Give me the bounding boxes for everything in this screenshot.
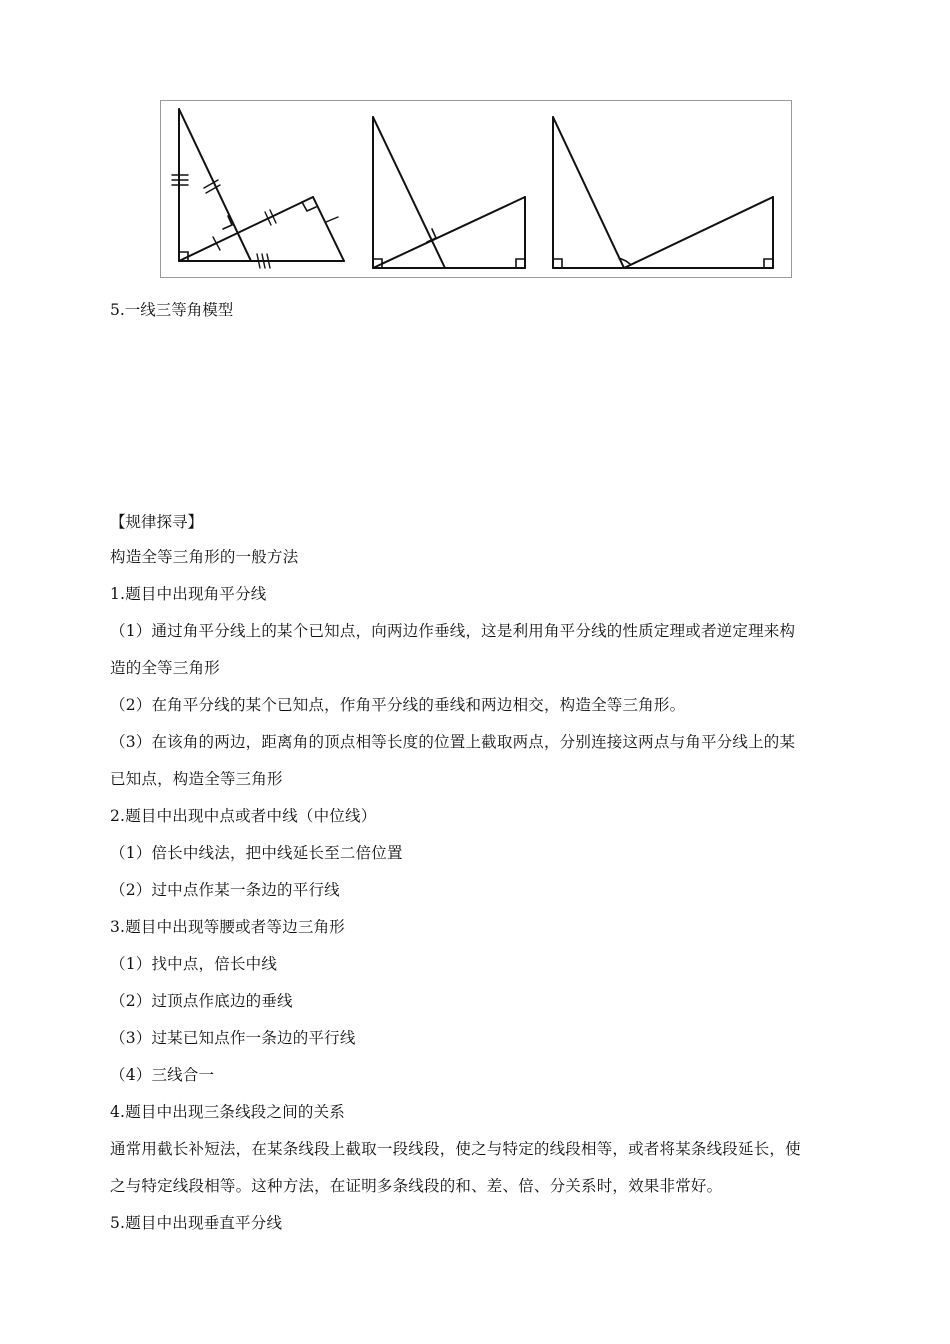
- diagram-1: [172, 109, 344, 268]
- diagram-3: [553, 117, 773, 268]
- list-item: （2）过中点作某一条边的平行线: [110, 881, 340, 899]
- intro-line: 构造全等三角形的一般方法: [110, 548, 299, 566]
- list-item: 已知点，构造全等三角形: [110, 770, 283, 788]
- section-title: 【规律探寻】: [110, 513, 204, 531]
- list-item: 5.题目中出现垂直平分线: [110, 1214, 283, 1232]
- list-item: （3）过某已知点作一条边的平行线: [110, 1029, 356, 1047]
- list-item: （4）三线合一: [110, 1066, 215, 1084]
- list-item: （1）通过角平分线上的某个已知点，向两边作垂线，这是利用角平分线的性质定理或者逆定理来构: [110, 622, 796, 640]
- diagram-2: [373, 117, 525, 268]
- list-item: （2）在角平分线的某个已知点，作角平分线的垂线和两边相交，构造全等三角形。: [110, 696, 686, 714]
- list-item: 4.题目中出现三条线段之间的关系: [110, 1103, 345, 1121]
- list-item: 通常用截长补短法，在某条线段上截取一段线段，使之与特定的线段相等，或者将某条线段延长，使: [110, 1140, 801, 1158]
- list-item: 2.题目中出现中点或者中线（中位线）: [110, 807, 377, 825]
- model-heading: 5.一线三等角模型: [110, 301, 234, 319]
- list-item: （3）在该角的两边，距离角的顶点相等长度的位置上截取两点，分别连接这两点与角平分线上的某: [110, 733, 796, 751]
- geometry-figure: [160, 100, 792, 278]
- list-item: 之与特定线段相等。这种方法，在证明多条线段的和、差、倍、分关系时，效果非常好。: [110, 1177, 723, 1195]
- list-item: （1）倍长中线法，把中线延长至二倍位置: [110, 844, 403, 862]
- methods-list: [110, 539, 845, 1242]
- list-item: 造的全等三角形: [110, 659, 220, 677]
- list-item: （1）找中点，倍长中线: [110, 955, 278, 973]
- triangle-diagrams: [161, 101, 793, 279]
- list-item: 1.题目中出现角平分线: [110, 585, 267, 603]
- list-item: （2）过顶点作底边的垂线: [110, 992, 293, 1010]
- list-item: 3.题目中出现等腰或者等边三角形: [110, 918, 345, 936]
